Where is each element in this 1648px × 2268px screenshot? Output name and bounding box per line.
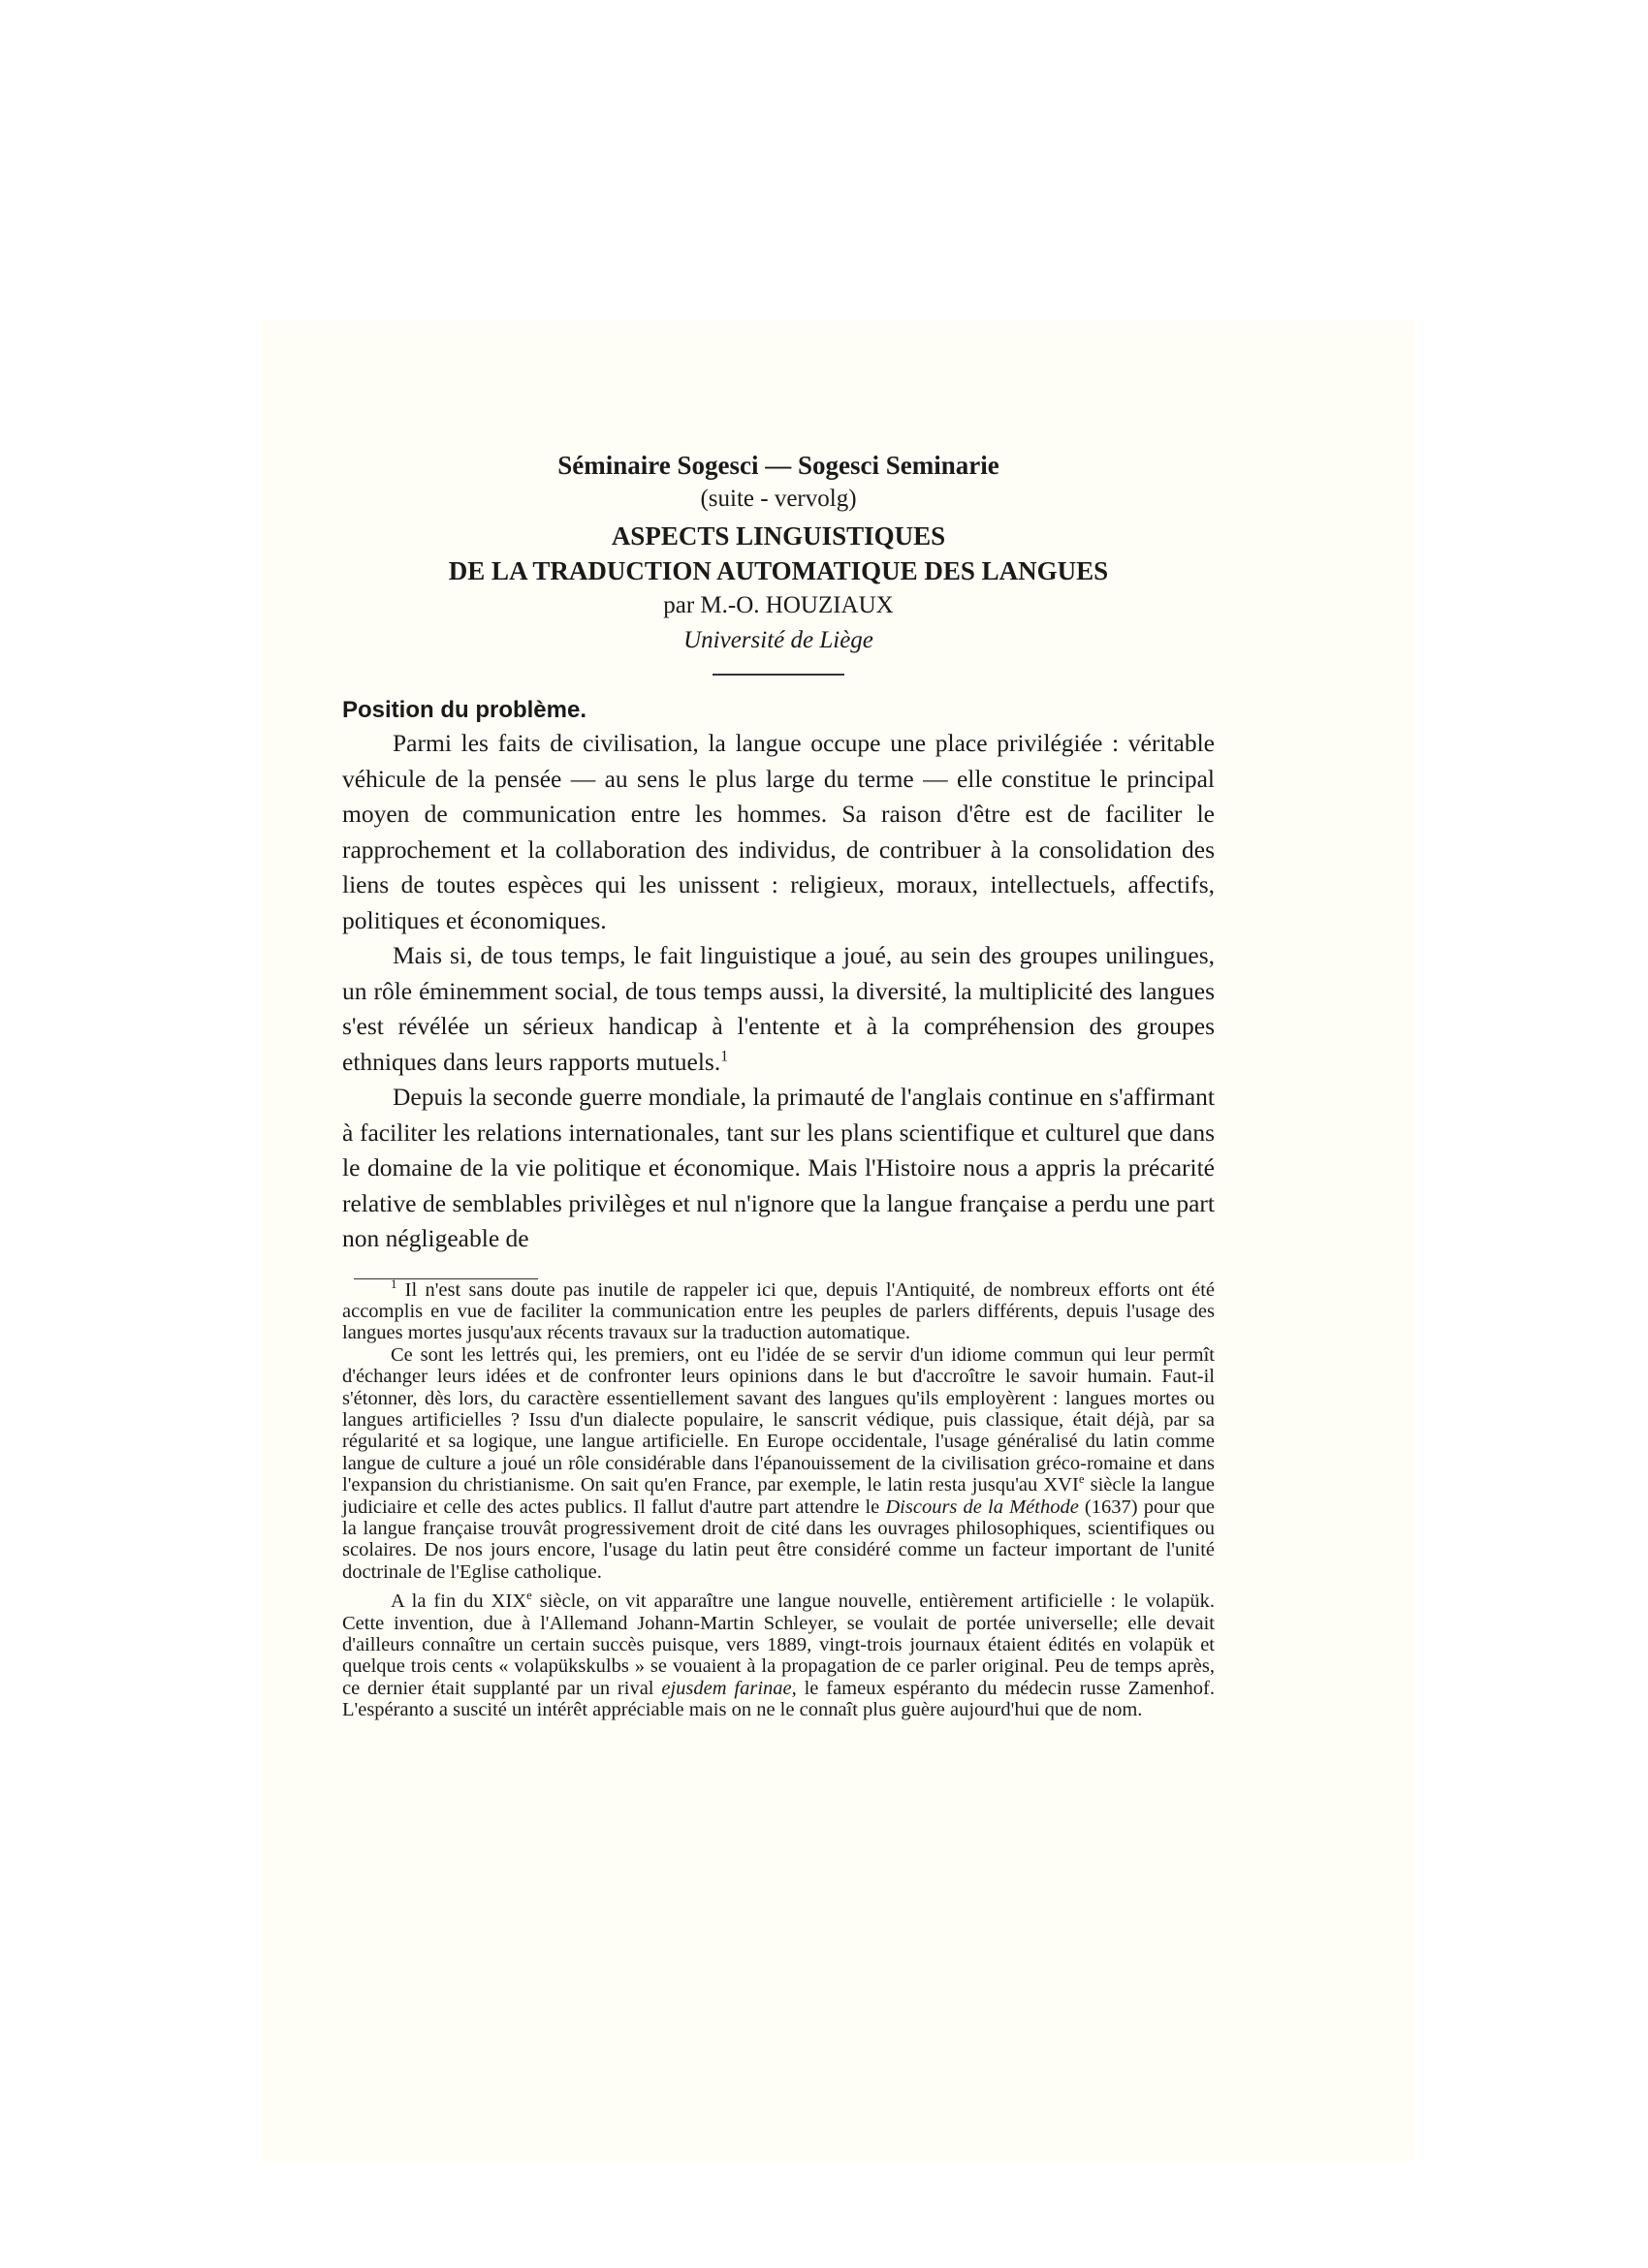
footnote-3-text-a: A la fin du XIX [391,1591,527,1613]
footnote-2-text-a: Ce sont les lettrés qui, les premiers, ont eu l'idée de se servir d'un idiome commun qui leur permît d'échanger leurs idées et de confronter leurs opinions dans le but d'accroître le savoir humain. Faut-il s'étonner, dès lors, du caractère essentiellement savant des langues qu'ils employèrent : langues mortes ou langues artificielles ? Issu d'un dialecte populaire, le sanscrit védique, puis classique, était déjà, par sa régularité et sa logique, une langue artificielle. En Europe occidentale, l'usage généralisé du latin comme langue de culture a joué un rôle considérable dans l'épanouissement de la civilisation gréco-romaine et dans l'expansion du christianisme. On sait qu'en France, par exemple, le latin resta jusqu'au XVI [342,1343,1215,1496]
seminar-title: Séminaire Sogesci — Sogesci Seminarie [557,451,999,480]
article-header [342,448,1215,676]
header-divider [713,674,844,676]
footnote-3-text-c: le fameux espéranto du médecin russe Zamenhof. L'espéranto a suscité un intérêt appréciable mais on ne le connaît plus guère aujourd'hui que de nom. [342,1677,1216,1721]
footnote-3-superscript: e [526,1589,532,1603]
article [342,448,1215,1721]
body-paragraph-1: Parmi les faits de civilisation, la langue occupe une place privilégiée : véritable véhicule de la pensée — au sens le plus large du terme — elle constitue le principal moyen de communication entre les hommes. Sa raison d'être est de faciliter le rapprochement et la collaboration des individus, de contribuer à la consolidation des liens de toutes espèces qui les unissent : religieux, moraux, intellectuels, affectifs, politiques et économiques. [342,729,1215,934]
body-paragraph-3: Depuis la seconde guerre mondiale, la primauté de l'anglais continue en s'affirmant à faciliter les relations internationales, tant sur les plans scientifique et culturel que dans le domaine de la vie politique et économique. Mais l'Histoire nous a appris la précarité relative de semblables privilèges et nul n'ignore que la langue française a perdu une part non négligeable de [342,1083,1215,1252]
footnote-paragraph-3 [342,1591,1215,1720]
article-title-line-1: ASPECTS LINGUISTIQUES [611,521,946,551]
footnote-2-italic-title: Discours de la Méthode [885,1496,1079,1518]
seminar-subtitle: (suite - vervolg) [700,486,857,512]
body-paragraph-2 [342,938,1215,1080]
footnote-1-marker: 1 [391,1276,397,1291]
footnote-3-text-b: siècle, on vit apparaître une langue nouvelle, entièrement artificielle : le volapük. Cette invention, due à l'Allemand Johann-Martin Schleyer, se voulait de portée universelle; elle devait d'ailleurs connaître un certain succès puisque, vers 1889, vingt-trois journaux étaient édités en volapük et quelque trois cents « volapükskulbs » se vouaient à la propagation de ce parler original. Peu de temps après, ce dernier était supplanté par un rival [342,1591,1215,1699]
footnote-2-text-c: (1637) pour que la langue française trouvât progressivement droit de cité dans les ouvrages philosophiques, scientifiques ou scolaires. De nos jours encore, l'usage du latin peut être considéré comme un facteur important de l'unité doctrinale de l'Eglise catholique. [342,1496,1215,1583]
article-title [342,519,1215,588]
footnote-2-text-b: siècle la langue judiciaire et celle des actes publics. Il fallut d'autre part attendre le [342,1474,1215,1518]
affiliation: Université de Liège [683,627,873,653]
footnote-1-text: Il n'est sans doute pas inutile de rappeler ici que, depuis l'Antiquité, de nombreux efforts ont été accomplis en vue de faciliter la communication entre les peuples de parlers différents, depuis l'usage des langues mortes jusqu'aux récents travaux sur la traduction automatique. [342,1278,1215,1344]
footnote-reference: 1 [720,1048,729,1064]
body-paragraph-2-text: Mais si, de tous temps, le fait linguistique a joué, au sein des groupes unilingues, un rôle éminemment social, de tous temps aussi, la diversité, la multiplicité des langues s'est révélée un sérieux handicap à l'entente et à la compréhension des groupes ethniques dans leurs rapports mutuels. [342,941,1215,1076]
footnote-1 [342,1276,1215,1344]
footnote-2-superscript: e [1078,1472,1085,1487]
section-heading: Position du problème. [342,697,587,723]
article-title-line-2: DE LA TRADUCTION AUTOMATIQUE DES LANGUES [448,556,1109,585]
author: par M.-O. HOUZIAUX [663,592,894,618]
footnote-paragraph-2 [342,1344,1215,1583]
footnote-3-italic-phrase: ejusdem farinae, [661,1677,797,1699]
